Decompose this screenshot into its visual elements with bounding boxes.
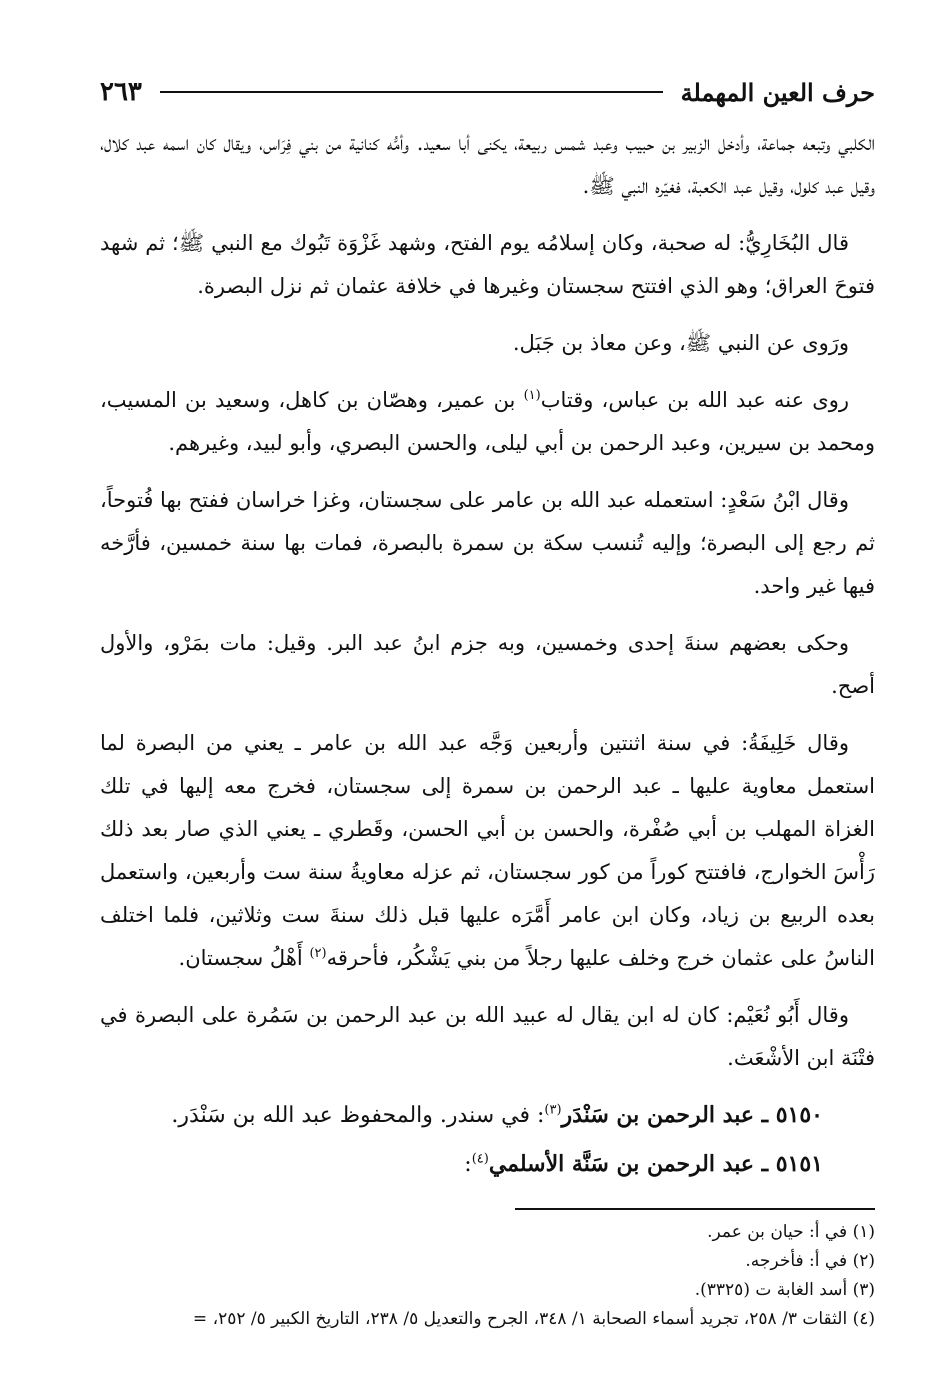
paragraph: وقال أَبُو نُعَيْم: كان له ابن يقال له عبيد الله بن عبد الرحمن بن سَمُرة على البصرة في فتْنَة ابن الأشْعَث. xyxy=(100,1003,875,1070)
paragraph-text: روى عنه عبد الله بن عباس، وقتاب xyxy=(540,388,849,412)
paragraph-text: بن عمير، وهصّان بن كاهل، وسعيد بن المسيب، ومحمد بن سيرين، وعبد الرحمن بن أبي ليلى، والحسن البصري، وأبو لبيد، وغيرهم. xyxy=(100,388,875,455)
footnote-marker: (١) xyxy=(523,388,541,403)
paragraph xyxy=(100,722,875,980)
footnote: (٤) الثقات ٣/ ٢٥٨، تجريد أسماء الصحابة ١/ ٣٤٨، الجرح والتعديل ٥/ ٢٣٨، التاريخ الكبير ٥/ ٢٥٢، = xyxy=(192,1309,875,1329)
footnote: (١) في أ: حيان بن عمر. xyxy=(707,1222,875,1242)
page-header xyxy=(100,70,875,114)
paragraph: قال البُخَارِيُّ: له صحبة، وكان إسلامُه يوم الفتح، وشهد غَزْوَة تَبُوك مع النبي ﷺ؛ ثم شهد فتوحَ العراق؛ وهو الذي افتتح سجستان وغيرها في خلافة عثمان ثم نزل البصرة. xyxy=(100,231,875,298)
biography-entry xyxy=(100,1094,875,1137)
paragraph: ورَوى عن النبي ﷺ، وعن معاذ بن جَبَل. xyxy=(512,331,849,355)
header-rule xyxy=(160,91,663,93)
paragraph-text: وقال خَلِيفَةُ: في سنة اثنتين وأربعين وَجَّه عبد الله بن عامر ـ يعني من البصرة لما استعمل معاوية عليها ـ عبد الرحمن بن سمرة إلى سجستان، فخرج معه إليها في تلك الغزاة المهلب بن أبي صُفْرة، والحسن بن أبي الحسن، وقَطري ـ يعني الذي صار بعد ذلك رَأْسَ الخوارج، فافتتح كوراً من كور سجستان، ثم عزله معاويةُ سنة ست وأربعين، واستعمل بعده الربيع بن زياد، وكان ابن عامر أَمَّرَه عليها قبل ذلك سنةَ ست وثلاثين، فلما اختلف الناسُ على عثمان خرج وخلف عليها رجلاً من بني يَشْكُر، فأحرقه xyxy=(100,731,875,970)
running-title: حرف العين المهملة xyxy=(680,77,875,107)
biography-entry xyxy=(100,1143,875,1186)
footnote-marker: (٤) xyxy=(471,1151,489,1167)
paragraph: وحكى بعضهم سنةَ إحدى وخمسين، وبه جزم ابنُ عبد البر. وقيل: مات بمَرْو، والأول أصح. xyxy=(100,631,875,698)
footnote-marker: (٢) xyxy=(309,946,327,961)
footnote: (٣) أسد الغابة ت (٣٣٢٥). xyxy=(694,1280,875,1300)
entry-text: : xyxy=(464,1152,472,1177)
footnote: (٢) في أ: فأخرجه. xyxy=(745,1251,875,1271)
entry-heading: ٥١٥٠ ـ عبد الرحمن بن سَنْدَر xyxy=(561,1102,823,1128)
paragraph xyxy=(100,379,875,465)
entry-text: : في سندر. والمحفوظ عبد الله بن سَنْدَر. xyxy=(171,1103,545,1128)
main-text xyxy=(100,122,875,1192)
footnotes xyxy=(100,1218,875,1334)
paragraph: وقال ابْنُ سَعْدٍ: استعمله عبد الله بن عامر على سجستان، وغزا خراسان ففتح بها فُتوحاً، ثم رجع إلى البصرة؛ وإليه تُنسب سكة بن سمرة بالبصرة، فمات بها سنة خمسين، فأرَّخه فيها غير واحد. xyxy=(100,488,875,598)
page-number: ٢٦٣ xyxy=(100,77,142,107)
footnote-separator xyxy=(515,1208,875,1210)
paragraph: الكلبي وتبعه جماعة، وأدخل الزبير بن حبيب وعبد شمس ربيعة، يكنى أبا سعيد. وأمُّه كنانية من بني فِرَاس، ويقال كان اسمه عبد كلال، وقيل عبد كلول، وقيل عبد الكعبة، فغيّره النبي ﷺ. xyxy=(100,131,875,198)
entry-heading: ٥١٥١ ـ عبد الرحمن بن سَنَّة الأسلمي xyxy=(488,1151,823,1177)
paragraph-text: أَهْلُ سجستان. xyxy=(178,946,303,970)
footnote-marker: (٣) xyxy=(544,1102,562,1118)
